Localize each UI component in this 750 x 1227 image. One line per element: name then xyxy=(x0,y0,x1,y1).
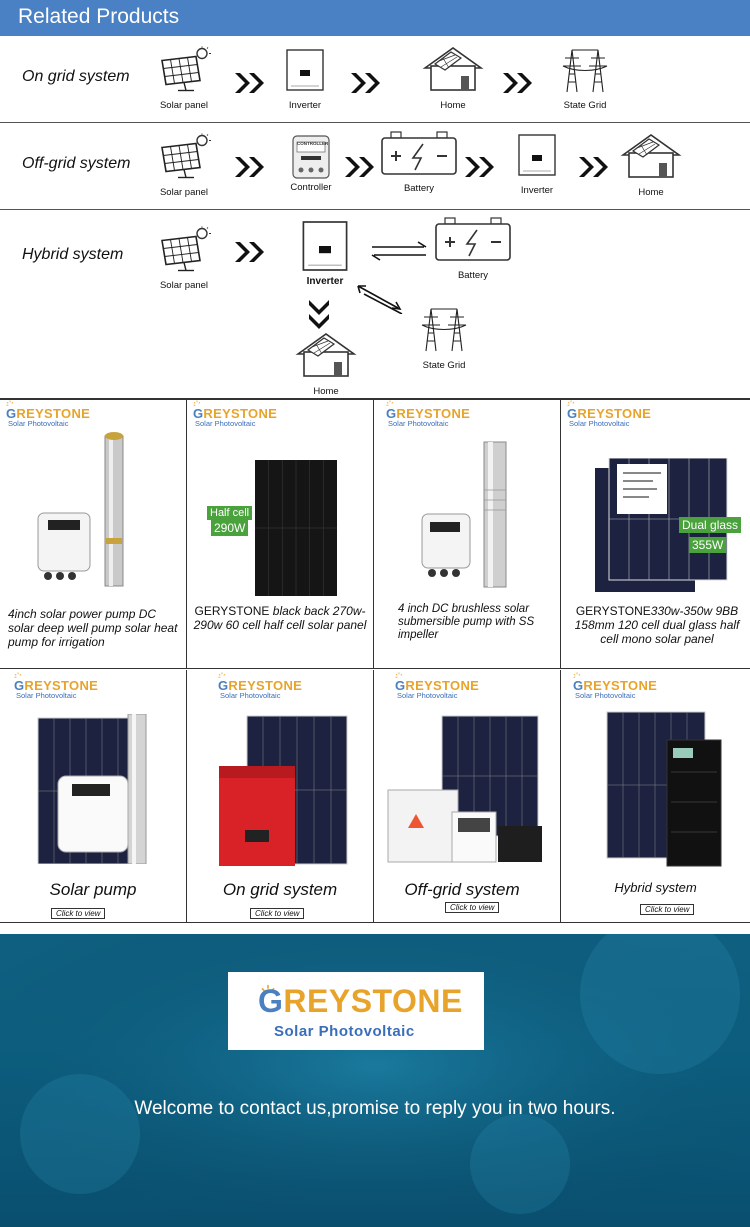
welcome-message: Welcome to contact us,promise to reply you in two hours. xyxy=(134,1098,616,1119)
brand-logo: GREYSTONE Solar Photovoltaic xyxy=(573,678,657,700)
category-card[interactable] xyxy=(561,670,750,923)
category-title: On grid system xyxy=(222,880,338,899)
click-to-view-button[interactable]: Click to view xyxy=(51,908,105,919)
footer-brand-sub: Solar Photovoltaic xyxy=(274,1023,415,1040)
sun-rays-icon xyxy=(216,672,228,680)
double-chevron-icon xyxy=(500,71,536,95)
category-title: Solar pump xyxy=(49,880,137,899)
on-grid-state-grid: State Grid xyxy=(540,44,630,111)
brand-logo: GREYSTONE Solar Photovoltaic xyxy=(193,406,277,428)
footer-brand: GREYSTONE xyxy=(258,983,463,1019)
sun-rays-icon xyxy=(565,400,577,408)
on-grid-row xyxy=(0,36,750,123)
on-grid-inverter: Inverter xyxy=(260,46,350,111)
power-tower-icon xyxy=(414,302,474,354)
header-title: Related Products xyxy=(18,5,180,28)
inverter-icon xyxy=(517,131,557,179)
sun-rays-icon xyxy=(4,400,16,408)
off-grid-solar-panel: Solar panel xyxy=(139,131,229,198)
brand-logo: GREYSTONE Solar Photovoltaic xyxy=(14,678,98,700)
black-solar-panel-image xyxy=(255,460,337,596)
inverter-icon xyxy=(285,46,325,94)
battery-icon xyxy=(433,214,513,264)
on-grid-solar-panel: Solar panel xyxy=(139,44,229,111)
off-grid-name: Off-grid system xyxy=(22,155,131,172)
brand-logo: GREYSTONE Solar Photovoltaic xyxy=(395,678,479,700)
category-title: Off-grid system xyxy=(404,880,520,899)
power-tower-icon xyxy=(555,44,615,94)
sun-rays-icon xyxy=(393,672,405,680)
off-grid-row xyxy=(0,123,750,210)
double-chevron-icon xyxy=(342,155,378,179)
product-card[interactable] xyxy=(561,400,750,669)
home-icon xyxy=(619,131,683,181)
product-title: 4inch solar power pump DC solar deep well pump solar heat pump for irrigation xyxy=(8,607,178,649)
on-grid-home: Home xyxy=(408,44,498,111)
double-chevron-down-icon xyxy=(307,297,331,333)
sun-rays-icon xyxy=(384,400,396,408)
hybrid-name: Hybrid system xyxy=(22,246,124,263)
click-to-view-button[interactable]: Click to view xyxy=(250,908,304,919)
hybrid-state-grid: State Grid xyxy=(399,302,489,371)
inverter-icon xyxy=(301,218,349,274)
hybrid-home: Home xyxy=(281,330,371,397)
off-grid-inverter: Inverter xyxy=(492,131,582,196)
product-title: GERYSTONE330w-350w 9BB 158mm 120 cell dual glass half cell mono solar panel xyxy=(574,604,740,646)
click-to-view-button[interactable]: Click to view xyxy=(445,902,499,913)
brand-logo: GREYSTONE Solar Photovoltaic xyxy=(386,406,470,428)
category-card[interactable] xyxy=(187,670,374,923)
hybrid-system-image xyxy=(605,710,725,870)
contact-footer xyxy=(0,934,750,1227)
category-card[interactable] xyxy=(374,670,561,923)
sun-rays-icon xyxy=(191,400,203,408)
controller-icon xyxy=(291,133,331,181)
hybrid-battery: Battery xyxy=(428,214,518,281)
product-card[interactable] xyxy=(187,400,374,669)
product-title: GERYSTONE black back 270w-290w 60 cell half cell solar panel xyxy=(193,604,367,632)
off-grid-controller: CONTROLLER Controller xyxy=(266,133,356,193)
off-grid-home: Home xyxy=(606,131,696,198)
off-grid-battery: Battery xyxy=(374,129,464,194)
product-card[interactable] xyxy=(374,400,561,669)
sun-rays-icon xyxy=(12,672,24,680)
controller-face-label: CONTROLLER xyxy=(297,141,329,146)
solar-pump-image xyxy=(34,714,154,864)
sun-rays-icon xyxy=(571,672,583,680)
battery-icon xyxy=(379,129,459,177)
click-to-view-button[interactable]: Click to view xyxy=(640,904,694,915)
feature-tag: Dual glass xyxy=(679,517,741,533)
products-grid xyxy=(0,400,750,670)
home-icon xyxy=(294,330,358,380)
double-chevron-icon xyxy=(348,71,384,95)
hybrid-row xyxy=(0,210,750,400)
footer-logo-box xyxy=(228,972,484,1050)
product-card[interactable] xyxy=(0,400,187,669)
brand-logo: GREYSTONE Solar Photovoltaic xyxy=(567,406,651,428)
product-title: 4 inch DC brushless solar submersible pump with SS impeller xyxy=(398,603,535,641)
solar-pump-image xyxy=(30,428,160,588)
category-card[interactable] xyxy=(0,670,187,923)
off-grid-system-image xyxy=(386,714,552,864)
category-grid xyxy=(0,670,750,922)
brand-logo: GREYSTONE Solar Photovoltaic xyxy=(6,406,90,428)
feature-tag: Half cell xyxy=(207,506,252,520)
solar-panel-icon xyxy=(154,44,214,94)
solar-panel-icon xyxy=(154,224,214,274)
hybrid-inverter: Inverter xyxy=(280,218,370,287)
related-products-header xyxy=(0,0,750,36)
on-grid-name: On grid system xyxy=(22,68,130,85)
double-chevron-icon xyxy=(232,155,268,179)
bidirectional-arrow-icon xyxy=(368,240,430,262)
home-icon xyxy=(421,44,485,94)
power-tag: 355W xyxy=(689,537,726,553)
brand-logo: GREYSTONE Solar Photovoltaic xyxy=(218,678,302,700)
category-title: Hybrid system xyxy=(614,880,697,895)
double-chevron-icon xyxy=(232,240,268,264)
dc-pump-image xyxy=(414,440,534,590)
power-tag: 290W xyxy=(211,520,248,536)
on-grid-system-image xyxy=(217,714,357,874)
solar-panel-icon xyxy=(154,131,214,181)
hybrid-solar-panel: Solar panel xyxy=(139,224,229,291)
